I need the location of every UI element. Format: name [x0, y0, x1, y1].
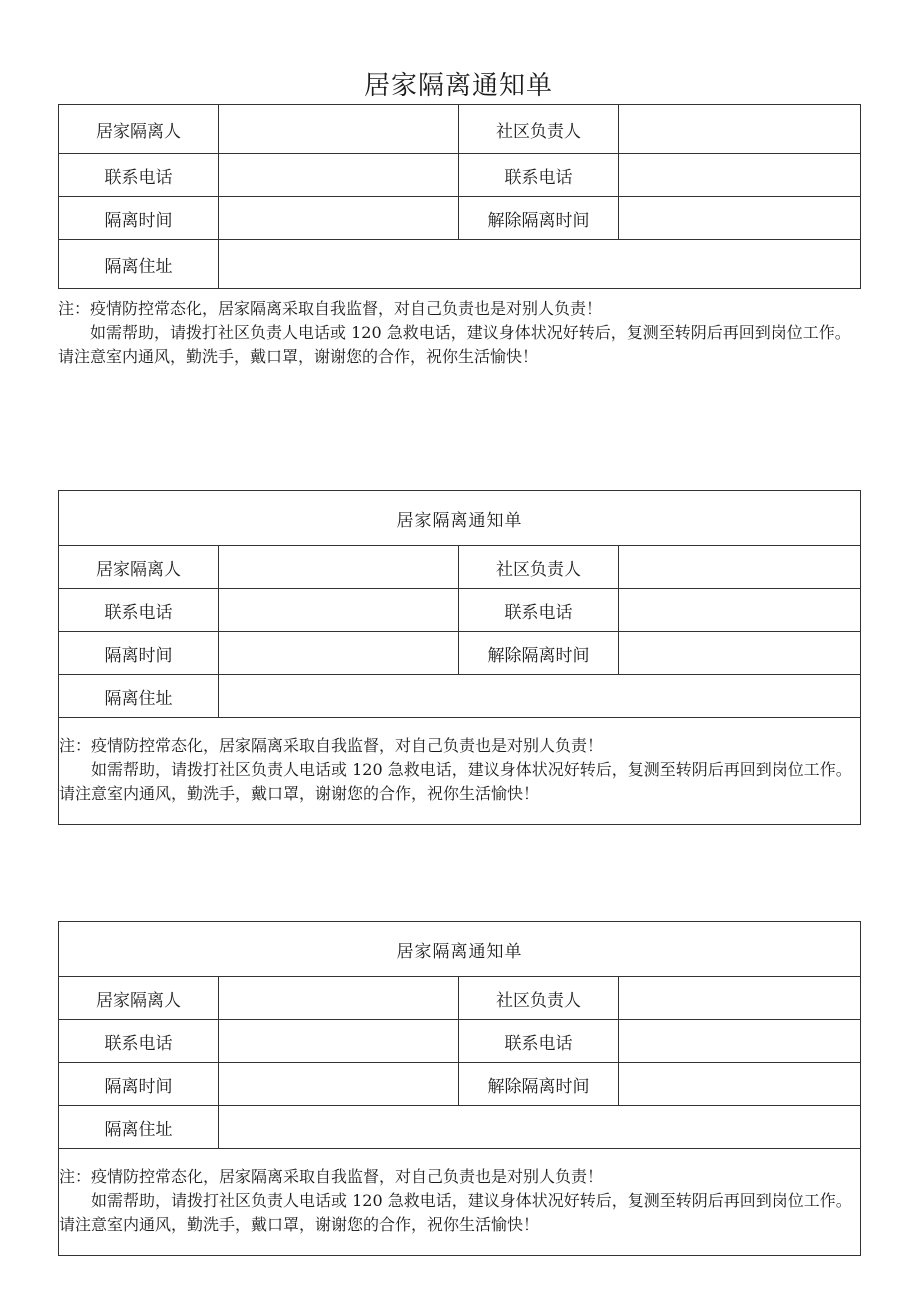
person-value-field[interactable] [219, 105, 459, 154]
note-text [59, 1165, 860, 1237]
form-table [58, 921, 861, 1256]
phone-label-right: 联系电话 [459, 1020, 619, 1063]
note-line: 注：疫情防控常态化，居家隔离采取自我监督，对自己负责也是对别人负责！ [58, 299, 603, 318]
community-leader-label: 社区负责人 [459, 977, 619, 1020]
form-title: 居家隔离通知单 [59, 922, 861, 977]
isolation-end-label: 解除隔离时间 [459, 632, 619, 675]
person-label: 居家隔离人 [59, 977, 219, 1020]
phone-value-field-left[interactable] [219, 154, 459, 197]
phone-value-field-left[interactable] [219, 1020, 459, 1063]
phone-label-left: 联系电话 [59, 1020, 219, 1063]
person-label: 居家隔离人 [59, 546, 219, 589]
isolation-start-field[interactable] [219, 632, 459, 675]
isolation-end-field[interactable] [619, 632, 861, 675]
isolation-end-field[interactable] [619, 1063, 861, 1106]
phone-value-field-right[interactable] [619, 154, 861, 197]
community-leader-value-field[interactable] [619, 105, 861, 154]
isolation-start-field[interactable] [219, 197, 459, 240]
notice-form-2 [58, 490, 859, 825]
notice-form-1 [58, 64, 859, 369]
address-field[interactable] [219, 1106, 861, 1149]
person-label: 居家隔离人 [59, 105, 219, 154]
phone-label-left: 联系电话 [59, 154, 219, 197]
address-field[interactable] [219, 240, 861, 289]
phone-value-field-left[interactable] [219, 589, 459, 632]
form-title: 居家隔离通知单 [363, 71, 553, 101]
isolation-start-label: 隔离时间 [59, 1063, 219, 1106]
note-text [59, 734, 860, 806]
note-paragraph: 如需帮助，请拨打社区负责人电话或 120 急救电话，建议身体状况好转后，复测至转阴后再回到岗位工作。请注意室内通风，勤洗手，戴口罩，谢谢您的合作，祝你生活愉快！ [59, 1191, 852, 1234]
community-leader-value-field[interactable] [619, 977, 861, 1020]
notice-form-3 [58, 921, 859, 1256]
notice-note [59, 1149, 861, 1256]
form-table [58, 104, 861, 289]
person-value-field[interactable] [219, 546, 459, 589]
isolation-end-field[interactable] [619, 197, 861, 240]
phone-label-left: 联系电话 [59, 589, 219, 632]
form-title: 居家隔离通知单 [59, 491, 861, 546]
phone-value-field-right[interactable] [619, 589, 861, 632]
notice-note [59, 718, 861, 825]
isolation-end-label: 解除隔离时间 [459, 197, 619, 240]
phone-value-field-right[interactable] [619, 1020, 861, 1063]
community-leader-label: 社区负责人 [459, 546, 619, 589]
address-label: 隔离住址 [59, 1106, 219, 1149]
address-field[interactable] [219, 675, 861, 718]
notice-note [58, 297, 859, 369]
isolation-start-label: 隔离时间 [59, 632, 219, 675]
phone-label-right: 联系电话 [459, 154, 619, 197]
address-label: 隔离住址 [59, 675, 219, 718]
phone-label-right: 联系电话 [459, 589, 619, 632]
form-table [58, 490, 861, 825]
note-paragraph: 如需帮助，请拨打社区负责人电话或 120 急救电话，建议身体状况好转后，复测至转阴后再回到岗位工作。请注意室内通风，勤洗手，戴口罩，谢谢您的合作，祝你生活愉快！ [58, 323, 851, 366]
note-line: 注：疫情防控常态化，居家隔离采取自我监督，对自己负责也是对别人负责！ [59, 736, 604, 755]
note-paragraph: 如需帮助，请拨打社区负责人电话或 120 急救电话，建议身体状况好转后，复测至转阴后再回到岗位工作。请注意室内通风，勤洗手，戴口罩，谢谢您的合作，祝你生活愉快！ [59, 760, 852, 803]
note-line: 注：疫情防控常态化，居家隔离采取自我监督，对自己负责也是对别人负责！ [59, 1167, 604, 1186]
isolation-start-field[interactable] [219, 1063, 459, 1106]
address-label: 隔离住址 [59, 240, 219, 289]
isolation-start-label: 隔离时间 [59, 197, 219, 240]
person-value-field[interactable] [219, 977, 459, 1020]
community-leader-label: 社区负责人 [459, 105, 619, 154]
isolation-end-label: 解除隔离时间 [459, 1063, 619, 1106]
community-leader-value-field[interactable] [619, 546, 861, 589]
